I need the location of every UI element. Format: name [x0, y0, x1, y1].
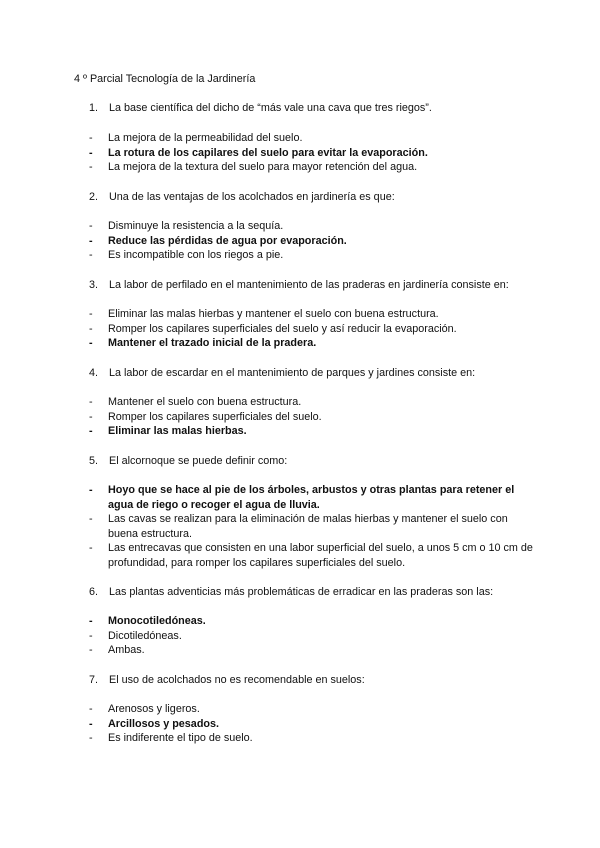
option [89, 731, 537, 746]
question-2-options [89, 219, 537, 263]
question-number: 3. [89, 279, 99, 291]
option [89, 395, 537, 410]
question-2 [89, 190, 549, 204]
option [89, 629, 537, 644]
option-correct [89, 717, 537, 732]
question-6-options [89, 614, 537, 658]
option-correct [89, 424, 537, 439]
bullet-dash: - [89, 249, 93, 262]
bullet-dash: - [89, 425, 93, 438]
option [89, 643, 537, 658]
option-text: Mantener el suelo con buena estructura. [108, 396, 302, 408]
option [89, 131, 537, 146]
option [89, 307, 537, 322]
question-number: 1. [89, 102, 99, 114]
question-number: 6. [89, 586, 99, 598]
question-5-options [89, 483, 537, 571]
question-text: La base científica del dicho de “más vale una cava que tres riegos”. [109, 102, 432, 114]
bullet-dash: - [89, 717, 93, 730]
option [89, 512, 537, 541]
option-text: Mantener el trazado inicial de la pradera. [108, 337, 317, 350]
bullet-dash: - [89, 732, 93, 745]
bullet-dash: - [89, 322, 93, 335]
bullet-dash: - [89, 234, 93, 247]
bullet-dash: - [89, 703, 93, 715]
option [89, 219, 537, 234]
option-correct [89, 336, 537, 351]
document-title: 4 º Parcial Tecnología de la Jardinería [74, 73, 256, 85]
option [89, 541, 537, 570]
question-number: 4. [89, 367, 99, 379]
option-correct [89, 483, 537, 512]
question-7 [89, 673, 549, 687]
option [89, 322, 537, 337]
bullet-dash: - [89, 146, 93, 159]
question-4-options [89, 395, 537, 439]
bullet-dash: - [89, 513, 93, 526]
question-3-options [89, 307, 537, 351]
question-1 [89, 101, 549, 115]
question-4 [89, 366, 549, 380]
question-3 [89, 278, 549, 292]
option-text: Es incompatible con los riegos a pie. [108, 249, 284, 262]
option-text: Disminuye la resistencia a la sequía. [108, 220, 284, 232]
question-text: El alcornoque se puede definir como: [109, 455, 288, 467]
bullet-dash: - [89, 220, 93, 232]
option [89, 248, 537, 263]
question-5 [89, 454, 549, 468]
option-text: Eliminar las malas hierbas. [108, 425, 247, 438]
question-number: 2. [89, 191, 99, 203]
option-text: Monocotiledóneas. [108, 615, 206, 627]
question-7-options [89, 702, 537, 746]
option-text: Arcillosos y pesados. [108, 717, 220, 730]
option [89, 702, 537, 717]
question-text: La labor de escardar en el mantenimiento de parques y jardines consiste en: [109, 367, 476, 379]
bullet-dash: - [89, 629, 93, 642]
option-text: La mejora de la textura del suelo para mayor retención del agua. [108, 161, 418, 174]
bullet-dash: - [89, 644, 93, 657]
option-text: Reduce las pérdidas de agua por evaporación. [108, 234, 347, 247]
bullet-dash: - [89, 484, 93, 496]
question-text: El uso de acolchados no es recomendable en suelos: [109, 674, 365, 686]
option-text: Dicotiledóneas. [108, 629, 182, 642]
option-text: Romper los capilares superficiales del suelo y así reducir la evaporación. [108, 322, 457, 335]
bullet-dash: - [89, 615, 93, 627]
question-number: 7. [89, 674, 99, 686]
bullet-dash: - [89, 410, 93, 423]
option-correct [89, 146, 537, 161]
bullet-dash: - [89, 396, 93, 408]
option-text: Las cavas se realizan para la eliminación de malas hierbas y mantener el suelo con buena estructura. [108, 513, 508, 540]
option-text: La mejora de la permeabilidad del suelo. [108, 132, 303, 144]
option-text: Hoyo que se hace al pie de los árboles, arbustos y otras plantas para retener el agua de riego o recoger el agua de lluvia. [108, 484, 515, 511]
option-text: La rotura de los capilares del suelo para evitar la evaporación. [108, 146, 428, 159]
bullet-dash: - [89, 542, 93, 555]
question-text: La labor de perfilado en el mantenimiento de las praderas en jardinería consiste en: [109, 279, 509, 291]
option-text: Eliminar las malas hierbas y mantener el suelo con buena estructura. [108, 308, 439, 320]
bullet-dash: - [89, 161, 93, 174]
question-6 [89, 585, 549, 599]
question-text: Las plantas adventicias más problemáticas de erradicar en las praderas son las: [109, 586, 494, 598]
bullet-dash: - [89, 337, 93, 350]
option-text: Las entrecavas que consisten en una labor superficial del suelo, a unos 5 cm o 10 cm de profundidad, para romper los capilares superficiales del suelo. [108, 542, 533, 569]
question-number: 5. [89, 455, 99, 467]
bullet-dash: - [89, 132, 93, 144]
option-text: Es indiferente el tipo de suelo. [108, 732, 253, 745]
option [89, 410, 537, 425]
question-1-options [89, 131, 537, 175]
bullet-dash: - [89, 308, 93, 320]
question-text: Una de las ventajas de los acolchados en jardinería es que: [109, 191, 395, 203]
option-correct [89, 614, 537, 629]
option-text: Arenosos y ligeros. [108, 703, 200, 715]
option-text: Ambas. [108, 644, 145, 657]
option-correct [89, 234, 537, 249]
option-text: Romper los capilares superficiales del suelo. [108, 410, 322, 423]
option [89, 160, 537, 175]
